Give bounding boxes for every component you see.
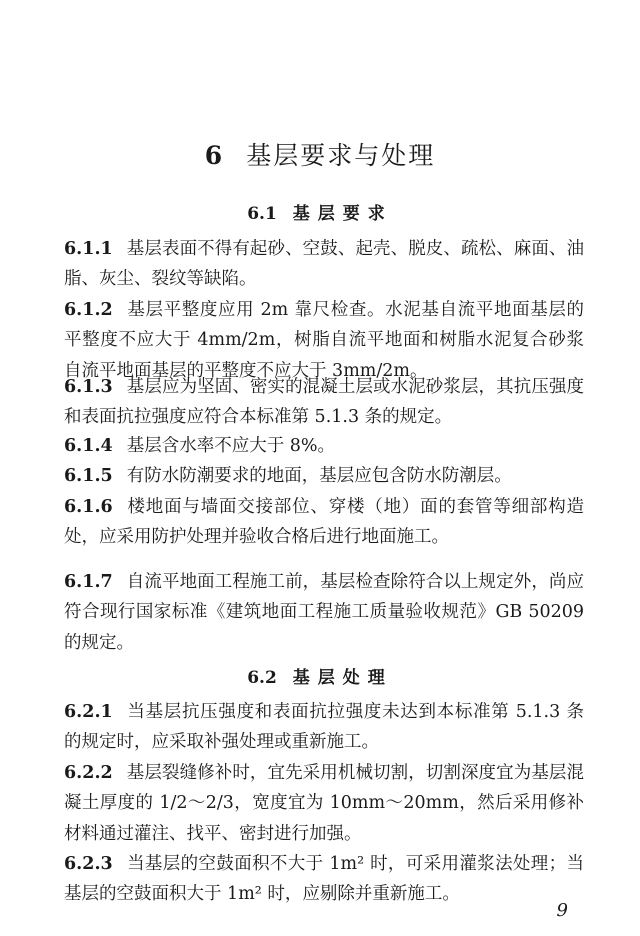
clause-number: 6.1.3 xyxy=(64,377,113,397)
clause-paragraph xyxy=(64,567,584,658)
clause-paragraph xyxy=(64,849,584,910)
clause-paragraph xyxy=(64,234,584,295)
clause-number: 6.1.6 xyxy=(64,497,113,517)
clause-text: 基层含水率不应大于 8%。 xyxy=(126,436,336,456)
clause-text: 当基层抗压强度和表面抗拉强度未达到本标准第 5.1.3 条的规定时，应采取补强处理或重新施工。 xyxy=(64,702,584,753)
clause-number: 6.1.2 xyxy=(64,300,113,320)
clause-number: 6.1.1 xyxy=(64,239,113,259)
clause-text: 自流平地面工程施工前，基层检查除符合以上规定外，尚应符合现行国家标准《建筑地面工程施工质量验收规范》GB 50209 的规定。 xyxy=(64,572,584,653)
section-title xyxy=(0,663,640,688)
clause-number: 6.2.2 xyxy=(64,763,113,783)
section-number: 6.1 xyxy=(247,204,277,224)
section-name: 基层要求 xyxy=(292,204,393,224)
clause-number: 6.1.4 xyxy=(64,436,113,456)
clause-paragraph xyxy=(64,372,584,433)
chapter-name: 基层要求与处理 xyxy=(246,141,436,170)
clause-paragraph xyxy=(64,697,584,758)
clause-number: 6.2.1 xyxy=(64,702,113,722)
clause-text: 楼地面与墙面交接部位、穿楼（地）面的套管等细部构造处，应采用防护处理并验收合格后进行地面施工。 xyxy=(64,497,584,548)
clause-text: 基层表面不得有起砂、空鼓、起壳、脱皮、疏松、麻面、油脂、灰尘、裂纹等缺陷。 xyxy=(64,239,584,290)
chapter-title xyxy=(0,136,640,172)
section-name: 基层处理 xyxy=(292,668,393,688)
clause-text: 基层应为坚固、密实的混凝土层或水泥砂浆层，其抗压强度和表面抗拉强度应符合本标准第 5.1.3 条的规定。 xyxy=(64,377,584,428)
clause-text: 基层平整度应用 2m 靠尺检查。水泥基自流平地面基层的平整度不应大于 4mm/2m，树脂自流平地面和树脂水泥复合砂浆自流平地面基层的平整度不应大于 3mm/2m。 xyxy=(64,300,584,381)
clause-text: 当基层的空鼓面积不大于 1m² 时，可采用灌浆法处理；当基层的空鼓面积大于 1m² 时，应剔除并重新施工。 xyxy=(64,854,584,905)
page-number: 9 xyxy=(556,900,568,921)
clause-text: 有防水防潮要求的地面，基层应包含防水防潮层。 xyxy=(126,466,512,486)
chapter-number: 6 xyxy=(204,141,225,170)
clause-paragraph xyxy=(64,492,584,553)
clause-number: 6.1.5 xyxy=(64,466,113,486)
clause-text: 基层裂缝修补时，宜先采用机械切割，切割深度宜为基层混凝土厚度的 1/2～2/3，宽度宜为 10mm～20mm，然后采用修补材料通过灌注、找平、密封进行加强。 xyxy=(64,763,584,844)
clause-paragraph xyxy=(64,461,584,491)
clause-paragraph xyxy=(64,758,584,849)
clause-paragraph xyxy=(64,431,584,461)
clause-number: 6.2.3 xyxy=(64,854,113,874)
section-title xyxy=(0,199,640,224)
section-number: 6.2 xyxy=(247,668,277,688)
clause-number: 6.1.7 xyxy=(64,572,113,592)
